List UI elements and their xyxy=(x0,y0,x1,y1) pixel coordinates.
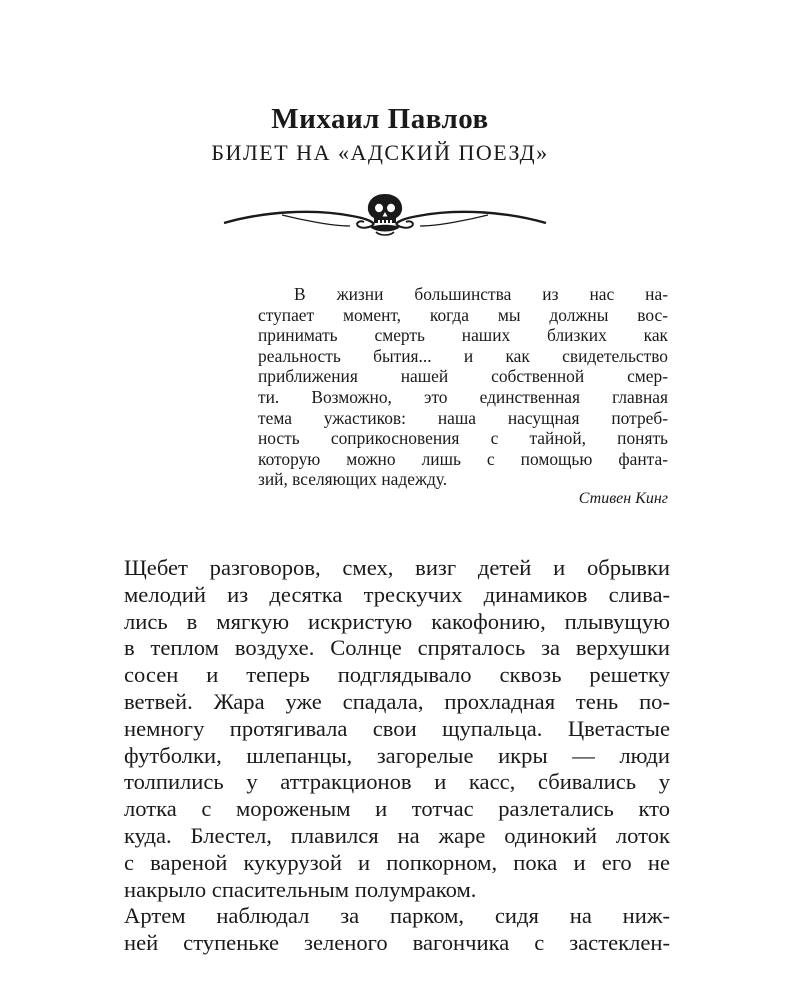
body-line: ней ступеньке зеленого вагончика с застеклен- xyxy=(124,930,670,956)
epigraph-line: ти. Возможно, это единственная главная xyxy=(258,386,668,407)
body-text xyxy=(124,555,670,957)
body-line: ветвей. Жара уже спадала, прохладная тень по- xyxy=(124,688,670,714)
body-line: немногу протягивала свои щупальца. Цветастые xyxy=(124,715,670,741)
epigraph-line: приближения нашей собственной смер- xyxy=(258,366,668,387)
body-line: футболки, шлепанцы, загорелые икры — люди xyxy=(124,742,670,768)
epigraph-line: тема ужастиков: наша насущная потреб- xyxy=(258,407,668,428)
epigraph-line: ступает момент, когда мы должны вос- xyxy=(258,304,668,325)
epigraph-line: В жизни большинства из нас на- xyxy=(294,284,668,304)
author-name: Михаил Павлов xyxy=(271,103,489,135)
body-line: в теплом воздухе. Солнце спряталось за верхушки xyxy=(124,635,670,661)
skull-icon xyxy=(368,194,402,235)
epigraph-line: зий, вселяющих надежду. xyxy=(258,469,448,490)
body-line: толпились у аттракционов и касс, сбивались у xyxy=(124,769,670,795)
body-line: Щебет разговоров, смех, визг детей и обрывки xyxy=(124,555,670,580)
book-title: БИЛЕТ НА «АДСКИЙ ПОЕЗД» xyxy=(211,140,549,165)
body-line: сосен и теперь подглядывало сквозь решетку xyxy=(124,662,670,688)
epigraph-line: ность соприкосновения с тайной, понять xyxy=(258,428,668,449)
body-line: накрыло спасительным полумраком. xyxy=(124,876,477,902)
epigraph-line: реальность бытия... и как свидетельство xyxy=(258,345,668,366)
epigraph-line: принимать смерть наших близких как xyxy=(258,325,668,346)
epigraph xyxy=(258,284,668,490)
body-line: мелодий из десятка трескучих динамиков слива- xyxy=(124,581,670,607)
body-line: лотка с мороженым и тотчас разлетались кто xyxy=(124,796,670,822)
skull-flourish-icon xyxy=(222,190,548,238)
body-line: с вареной кукурузой и попкорном, пока и его не xyxy=(124,849,670,875)
body-line: лись в мягкую искристую какофонию, плывущую xyxy=(124,608,670,634)
body-line: Артем наблюдал за парком, сидя на ниж- xyxy=(124,903,670,929)
epigraph-line: которую можно лишь с помощью фанта- xyxy=(258,448,668,469)
epigraph-author: Стивен Кинг xyxy=(578,490,668,507)
body-line: куда. Блестел, плавился на жаре одинокий лоток xyxy=(124,822,670,848)
